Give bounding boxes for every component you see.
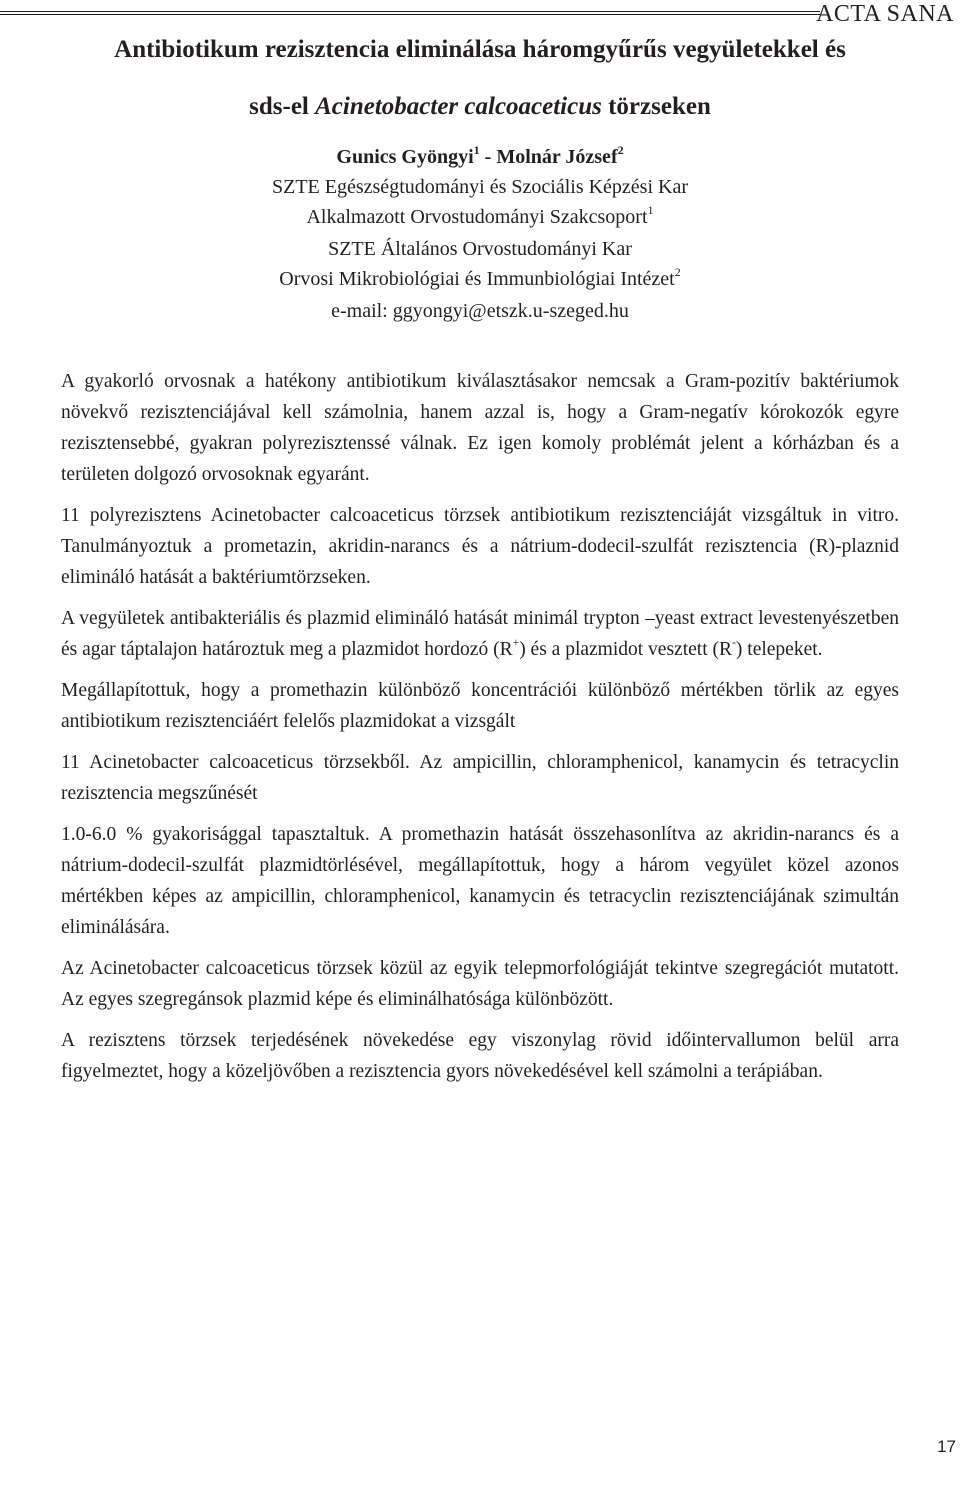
author-block	[60, 142, 900, 326]
affiliation-2-line-2-text: Orvosi Mikrobiológiai és Immunbiológiai Intézet	[279, 268, 675, 290]
affiliation-1-line-2-text: Alkalmazott Orvostudományi Szakcsoport	[306, 206, 648, 228]
author-email: e-mail: ggyongyi@etszk.u-szeged.hu	[331, 300, 629, 322]
author-separator: -	[479, 146, 497, 168]
title-line-2-suffix: törzseken	[601, 93, 711, 120]
title-line-2-prefix: sds-el	[249, 93, 316, 120]
paragraph-4: Megállapítottuk, hogy a promethazin különböző koncentrációi különböző mértékben törlik az egyes antibiotikum rezisztenciáért felelős plazmidokat a vizsgált	[61, 680, 899, 732]
journal-name: ACTA SANA	[816, 1, 954, 27]
paragraph-6: 1.0-6.0 % gyakorisággal tapasztaltuk. A promethazin hatását összehasonlítva az akridin-narancs és a nátrium-dodecil-szulfát plazmidtörlésével, megállapítottuk, hogy a három vegyület közel azonos mértékben képes az ampicillin, chloramphenicol, kanamycin és tetracyclin rezisztenciájának szimultán eliminálására.	[61, 824, 899, 938]
title-species: Acinetobacter calcoaceticus	[315, 93, 602, 120]
author-2: Molnár József	[496, 146, 618, 168]
paragraph-3-sup-plus: +	[512, 636, 520, 650]
affiliation-1-line-2	[60, 202, 900, 232]
paragraph-1: A gyakorló orvosnak a hatékony antibiotikum kiválasztásakor nemcsak a Gram-pozitív baktériumok növekvő rezisztenciájával kell számolnia, hanem azzal is, hogy a Gram-negatív kórokozók egyre rezisztensebbé, gyakran polyrezisztenssé válnak. Ez igen komoly problémát jelent a kórházban és a területen dolgozó orvosoknak egyaránt.	[61, 371, 899, 485]
paragraph-3	[61, 603, 899, 665]
paragraph-3-b: ) és a plazmidot vesztett (R	[519, 639, 732, 660]
paragraph-5: 11 Acinetobacter calcoaceticus törzsekből. Az ampicillin, chloramphenicol, kanamycin és tetracyclin rezisztencia megszűnését	[61, 752, 899, 804]
header-rule	[0, 11, 820, 15]
abstract-body	[61, 366, 899, 1097]
paragraph-3-c: ) telepeket.	[735, 639, 823, 660]
affiliation-1-sup: 1	[647, 203, 654, 218]
paragraph-8: A rezisztens törzsek terjedésének növekedése egy viszonylag rövid időintervallumon belül arra figyelmeztet, hogy a közeljövőben a rezisztencia gyors növekedésével kell számolni a terápiában.	[61, 1030, 899, 1082]
paragraph-3-a: A vegyületek antibakteriális és plazmid elimináló hatását minimál trypton –yeast extract levestenyészetben és agar táptalajon határoztuk meg a plazmidot hordozó (R	[61, 608, 899, 660]
page-number: 17	[937, 1437, 956, 1456]
paragraph-2: 11 polyrezisztens Acinetobacter calcoaceticus törzsek antibiotikum rezisztenciáját vizsgáltuk in vitro. Tanulmányoztuk a prometazin, akridin-narancs és a nátrium-dodecil-szulfát rezisztencia (R)-plaznid elimináló hatását a baktériumtörzseken.	[61, 505, 899, 588]
title-line-1: Antibiotikum rezisztencia eliminálása háromgyűrűs vegyületekkel és	[114, 36, 846, 63]
author-1: Gunics Gyöngyi	[336, 146, 474, 168]
affiliation-2-sup: 2	[674, 265, 681, 280]
paragraph-7: Az Acinetobacter calcoaceticus törzsek közül az egyik telepmorfológiáját tekintve szegregációt mutatott. Az egyes szegregánsok plazmid képe és eliminálhatósága különbözött.	[61, 958, 899, 1010]
author-1-sup: 1	[473, 143, 480, 158]
affiliation-1-line-1: SZTE Egészségtudományi és Szociális Képzési Kar	[272, 176, 688, 198]
title-line-2	[40, 78, 920, 135]
affiliation-2-line-1: SZTE Általános Orvostudományi Kar	[328, 238, 632, 260]
author-2-sup: 2	[617, 143, 624, 158]
article-title	[40, 21, 920, 135]
author-names	[60, 142, 900, 172]
affiliation-2-line-2	[60, 264, 900, 294]
paragraph-3-sup-minus: -	[732, 636, 736, 650]
